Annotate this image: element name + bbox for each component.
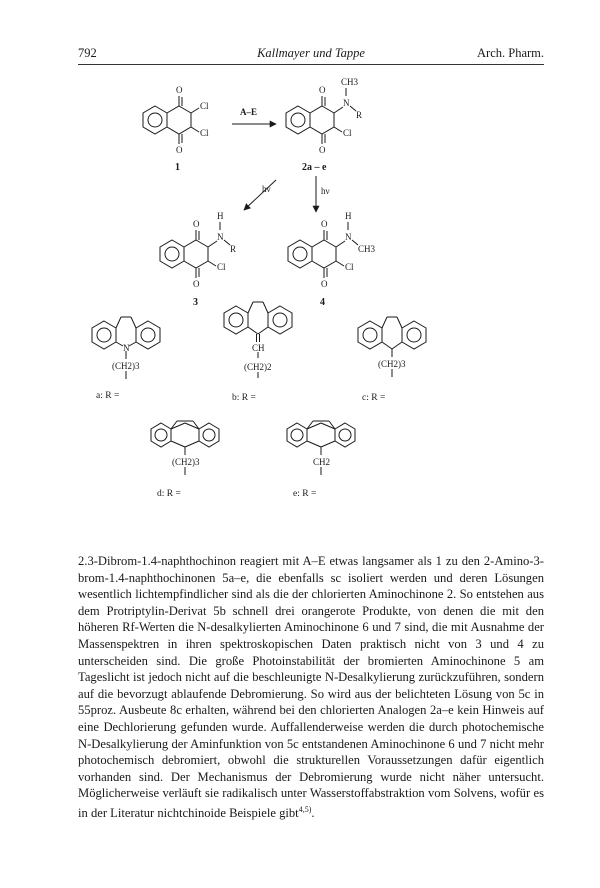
atom-o: O	[176, 145, 183, 155]
atom-o: O	[193, 279, 200, 289]
atom-o: O	[321, 279, 328, 289]
atom-n: N	[123, 343, 130, 353]
substituent-c-structure	[358, 317, 426, 377]
compound-label-4: 4	[320, 297, 325, 308]
paragraph-text: 2.3-Dibrom-1.4-naphthochinon reagiert mit A–E etwas langsamer als 1 zu den 2-Amino-3-brom-1.4-naphthochinonen 5a–e, die ebenfalls sc isoliert werden und deren Lösungen wesentlich lichtempfindlicher sind als die der chlorierten Aminochinone 2. So entstehen aus dem Protriptylin-Derivat 5b schnell drei orangerote Produkte, von denen die mit den höheren Rf-Werten die N-desalkylierten Aminochinone 6 und 7 sind, die mit Ausnahme der Massenspektren in ihren spektroskopischen Daten praktisch nicht von 3 und 4 zu unterscheiden sind. Die große Photoinstabilität der bromierten Aminochinone 5 am Tageslicht ist jedoch nicht auf die beschleunigte N-Desalkylierung zurückzuführen, sondern auf die bevorzugt ablaufende Debromierung. So wird aus der belichteten Lösung von 5c in 55proz. Ausbeute 8c erhalten, während bei den chlorierten Analogen 2a–e kein Hinweis auf eine Dechlorierung gefunden wurde. Auffallenderweise werden die durch photochemische N-Desalkylierung der Aminfunktion von 5c entstandenen Aminochinone 6 und 7 nicht mehr photochemisch debromiert, obwohl die strukturellen Voraussetzungen dafür eigentlich vorhanden sind. Der Mechanismus der Debromierung wurde nicht näher untersucht. Möglicherweise verläuft sie radikalisch unter Wasserstoffabstraktion vom Solvens, wofür es in der Literatur nichtchinoide Beispiele gibt	[78, 554, 544, 821]
atom-o: O	[176, 85, 183, 95]
compound-2-structure	[286, 77, 362, 155]
reaction-scheme	[0, 70, 600, 510]
atom-h: H	[345, 211, 352, 221]
r-label-a: a: R =	[96, 391, 120, 401]
substituent-e-structure	[287, 421, 355, 475]
atom-o: O	[319, 145, 326, 155]
chain-ch2-2: (CH2)2	[244, 362, 272, 372]
atom-n: N	[217, 232, 224, 242]
atom-cl: Cl	[217, 262, 226, 272]
chain-ch2-3: (CH2)3	[112, 361, 140, 371]
atom-cl: Cl	[345, 262, 354, 272]
compound-3-structure	[160, 211, 236, 289]
atom-cl: Cl	[200, 101, 209, 111]
hv-label: hν	[262, 184, 271, 194]
chain-ch2-3: (CH2)3	[172, 457, 200, 467]
atom-n: N	[345, 232, 352, 242]
r-label-b: b: R =	[232, 393, 256, 403]
compound-4-structure	[288, 211, 376, 289]
hv-label: hν	[321, 186, 330, 196]
atom-cl: Cl	[343, 128, 352, 138]
reagent-label: A–E	[240, 107, 258, 117]
running-header	[78, 46, 544, 65]
atom-r: R	[230, 244, 237, 254]
reference-superscript: 4,5)	[298, 804, 312, 814]
atom-r: R	[356, 110, 363, 120]
atom-o: O	[321, 219, 328, 229]
compound-label-2: 2a – e	[302, 162, 327, 173]
page-number: 792	[78, 46, 97, 60]
atom-ch3: CH3	[358, 244, 376, 254]
r-label-d: d: R =	[157, 489, 181, 499]
atom-o: O	[193, 219, 200, 229]
atom-ch2: CH2	[313, 457, 331, 467]
substituent-d-structure	[151, 421, 219, 475]
atom-n: N	[343, 98, 350, 108]
atom-ch: CH	[252, 343, 265, 353]
body-paragraph	[78, 553, 544, 822]
compound-label-3: 3	[193, 297, 198, 308]
r-label-c: c: R =	[362, 393, 386, 403]
atom-h: H	[217, 211, 224, 221]
compound-label-1: 1	[175, 162, 180, 173]
substituent-b-structure	[224, 302, 292, 378]
atom-o: O	[319, 85, 326, 95]
compound-1-structure	[143, 85, 209, 155]
substituent-a-structure	[92, 317, 160, 379]
journal-name: Arch. Pharm.	[477, 46, 544, 60]
running-authors: Kallmayer und Tappe	[257, 46, 365, 60]
paragraph-end: .	[311, 806, 315, 821]
photolysis-arrow	[244, 180, 276, 210]
atom-cl: Cl	[200, 128, 209, 138]
atom-ch3: CH3	[341, 77, 359, 87]
r-label-e: e: R =	[293, 489, 317, 499]
chain-ch2-3: (CH2)3	[378, 359, 406, 369]
